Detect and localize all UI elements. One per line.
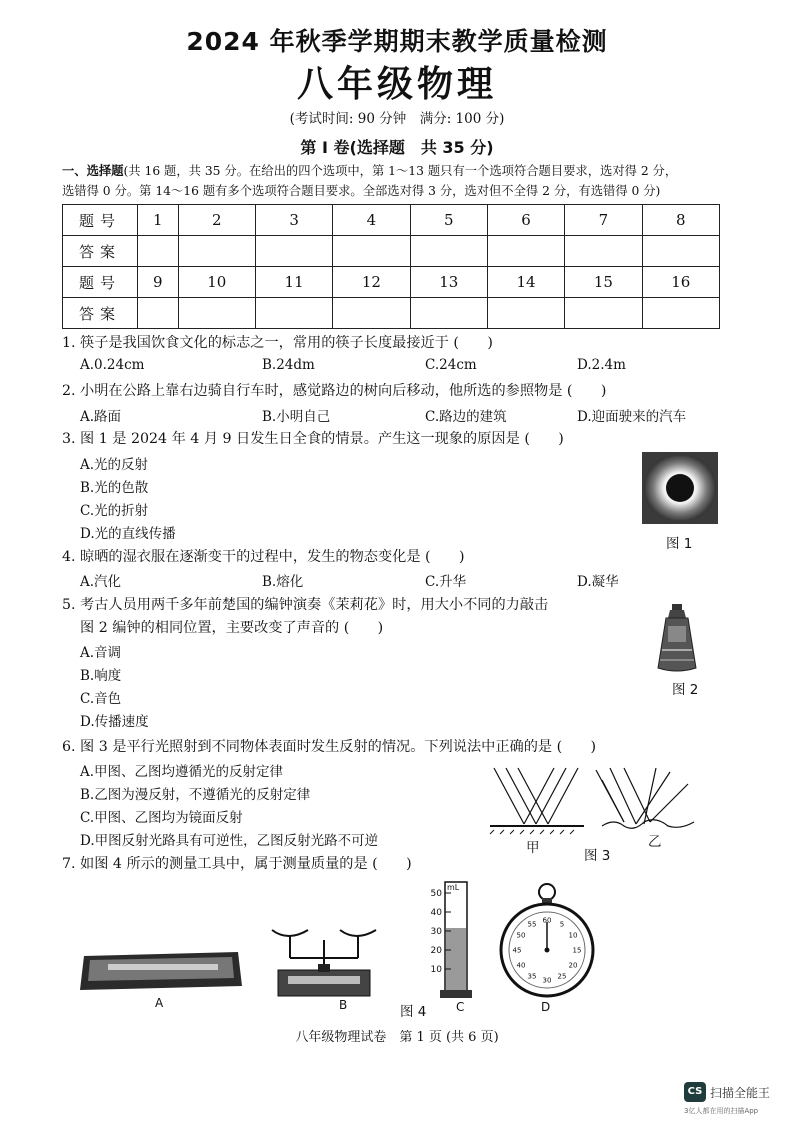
stopwatch-mark: 30 <box>542 976 552 985</box>
stopwatch-mark: 50 <box>516 931 526 940</box>
option: A.0.24cm <box>80 357 145 373</box>
instructions <box>62 161 732 201</box>
figure-2-caption: 图 2 <box>672 682 699 698</box>
question-number-cell: 1 <box>138 205 179 236</box>
figure-4c-cylinder <box>428 878 476 1002</box>
figure-4-label-b: B <box>339 998 348 1012</box>
question-number-cell: 4 <box>333 205 410 236</box>
answer-cell[interactable] <box>178 236 255 267</box>
question-1-options <box>80 357 740 377</box>
section-title: 第 I 卷(选择题 共 35 分) <box>300 138 494 157</box>
instructions-line-2: 选错得 0 分。第 14～16 题有多个选项符合题目要求。全部选对得 3 分，选对但不全得 2 分，有选错得 0 分) <box>62 184 661 198</box>
figure-4-caption: 图 4 <box>400 1004 427 1020</box>
exam-title: 2024 年秋季学期期末教学质量检测 <box>186 27 608 56</box>
option: C.音色 <box>80 691 122 707</box>
answer-cell[interactable] <box>178 298 255 329</box>
question-number-cell: 8 <box>642 205 719 236</box>
stopwatch-mark: 20 <box>568 961 578 970</box>
figure-4-label-c: C <box>456 1000 465 1014</box>
stopwatch-mark: 45 <box>512 946 522 955</box>
option: D.传播速度 <box>80 714 149 730</box>
figure-1-caption: 图 1 <box>666 536 693 552</box>
option: C.24cm <box>425 357 477 373</box>
label-answer: 答案 <box>63 298 138 329</box>
answer-cell[interactable] <box>255 298 332 329</box>
stopwatch-mark: 5 <box>559 920 565 929</box>
question-7-stem: 7. 如图 4 所示的测量工具中，属于测量质量的是 ( ) <box>62 856 412 872</box>
question-6-stem: 6. 图 3 是平行光照射到不同物体表面时发生反射的情况。下列说法中正确的是 ( ) <box>62 739 597 755</box>
answer-table <box>62 204 720 329</box>
stopwatch-mark: 15 <box>572 946 582 955</box>
option: B.小明自己 <box>262 409 331 425</box>
answer-table-row <box>63 205 720 236</box>
question-5-stem: 5. 考古人员用两千多年前楚国的编钟演奏《茉莉花》时，用大小不同的力敲击 <box>62 597 549 613</box>
figure-3-caption: 图 3 <box>584 848 611 864</box>
stopwatch-mark: 35 <box>527 972 537 981</box>
watermark-sub: 3亿人都在用的扫描App <box>684 1107 759 1115</box>
cylinder-tick: 50 <box>430 889 442 899</box>
option: A.汽化 <box>80 574 122 590</box>
option: B.熔化 <box>262 574 304 590</box>
answer-cell[interactable] <box>333 236 410 267</box>
option: C.路边的建筑 <box>425 409 507 425</box>
answer-table-row <box>63 298 720 329</box>
watermark-name: 扫描全能王 <box>710 1086 771 1100</box>
question-5-stem-line-2: 图 2 编钟的相同位置，主要改变了声音的 ( ) <box>80 620 384 636</box>
stopwatch-mark: 55 <box>527 920 537 929</box>
instructions-label: 一、选择题 <box>62 164 124 178</box>
option: A.甲图、乙图均遵循光的反射定律 <box>80 764 284 780</box>
question-number-cell: 11 <box>255 267 332 298</box>
subject-title: 八年级物理 <box>296 64 497 105</box>
label-question-number: 题号 <box>63 205 138 236</box>
label-question-number: 题号 <box>63 267 138 298</box>
question-number-cell: 14 <box>487 267 564 298</box>
question-number-cell: 9 <box>138 267 179 298</box>
option: D.迎面驶来的汽车 <box>577 409 687 425</box>
figure-4d-stopwatch <box>494 882 600 998</box>
option: D.光的直线传播 <box>80 526 176 542</box>
answer-cell[interactable] <box>565 298 642 329</box>
question-4-stem: 4. 晾晒的湿衣服在逐渐变干的过程中，发生的物态变化是 ( ) <box>62 549 465 565</box>
option: B.光的色散 <box>80 480 149 496</box>
option: B.响度 <box>80 668 122 684</box>
question-number-cell: 2 <box>178 205 255 236</box>
cylinder-tick: 40 <box>430 908 442 918</box>
question-3-stem: 3. 图 1 是 2024 年 4 月 9 日发生日全食的情景。产生这一现象的原因是 ( ) <box>62 431 564 447</box>
answer-cell[interactable] <box>138 298 179 329</box>
question-number-cell: 3 <box>255 205 332 236</box>
figure-1-eclipse <box>642 452 718 524</box>
question-2-options <box>80 405 740 425</box>
camscanner-logo: CS <box>684 1082 706 1102</box>
answer-table-row <box>63 236 720 267</box>
option: A.音调 <box>80 645 122 661</box>
cylinder-tick: 30 <box>430 927 442 937</box>
option: D.甲图反射光路具有可逆性，乙图反射光路不可逆 <box>80 833 379 849</box>
option: C.甲图、乙图均为镜面反射 <box>80 810 243 826</box>
question-4-options <box>80 570 740 590</box>
figure-4a-ruler <box>78 948 244 996</box>
answer-cell[interactable] <box>410 236 487 267</box>
option: A.光的反射 <box>80 457 149 473</box>
exam-meta: (考试时间: 90 分钟 满分: 100 分) <box>289 111 505 127</box>
question-number-cell: 12 <box>333 267 410 298</box>
answer-cell[interactable] <box>487 298 564 329</box>
option: C.光的折射 <box>80 503 149 519</box>
question-number-cell: 7 <box>565 205 642 236</box>
option: D.2.4m <box>577 357 626 373</box>
answer-table-row <box>63 267 720 298</box>
answer-cell[interactable] <box>255 236 332 267</box>
figure-3-label-b: 乙 <box>648 834 662 850</box>
cylinder-unit: mL <box>447 883 460 892</box>
option: D.凝华 <box>577 574 619 590</box>
figure-3-label-a: 甲 <box>526 840 540 856</box>
answer-cell[interactable] <box>565 236 642 267</box>
label-answer: 答案 <box>63 236 138 267</box>
stopwatch-mark: 25 <box>557 972 567 981</box>
option: C.升华 <box>425 574 467 590</box>
stopwatch-mark: 40 <box>516 961 526 970</box>
stopwatch-mark: 10 <box>568 931 578 940</box>
answer-cell[interactable] <box>487 236 564 267</box>
cylinder-tick: 10 <box>430 965 442 975</box>
answer-cell[interactable] <box>642 298 719 329</box>
option: B.乙图为漫反射，不遵循光的反射定律 <box>80 787 311 803</box>
cylinder-tick: 20 <box>430 946 442 956</box>
option: A.路面 <box>80 409 122 425</box>
question-number-cell: 5 <box>410 205 487 236</box>
question-number-cell: 6 <box>487 205 564 236</box>
question-2-stem: 2. 小明在公路上靠右边骑自行车时，感觉路边的树向后移动，他所选的参照物是 ( ) <box>62 383 607 399</box>
figure-3-reflection <box>484 766 704 836</box>
figure-2-bell <box>652 604 702 674</box>
answer-cell[interactable] <box>138 236 179 267</box>
answer-cell[interactable] <box>333 298 410 329</box>
option: B.24dm <box>262 357 315 373</box>
question-number-cell: 15 <box>565 267 642 298</box>
answer-cell[interactable] <box>410 298 487 329</box>
stopwatch-mark: 60 <box>542 916 552 925</box>
question-number-cell: 10 <box>178 267 255 298</box>
question-number-cell: 13 <box>410 267 487 298</box>
figure-4-label-d: D <box>541 1000 551 1014</box>
figure-4b-balance <box>268 918 380 1000</box>
answer-cell[interactable] <box>642 236 719 267</box>
question-number-cell: 16 <box>642 267 719 298</box>
figure-4-label-a: A <box>155 996 164 1010</box>
question-1-stem: 1. 筷子是我国饮食文化的标志之一，常用的筷子长度最接近于 ( ) <box>62 335 493 351</box>
instructions-line-1: (共 16 题，共 35 分。在给出的四个选项中，第 1～13 题只有一个选项符合题目要求，选对得 2 分， <box>123 164 678 178</box>
page-footer: 八年级物理试卷 第 1 页 (共 6 页) <box>295 1030 499 1045</box>
